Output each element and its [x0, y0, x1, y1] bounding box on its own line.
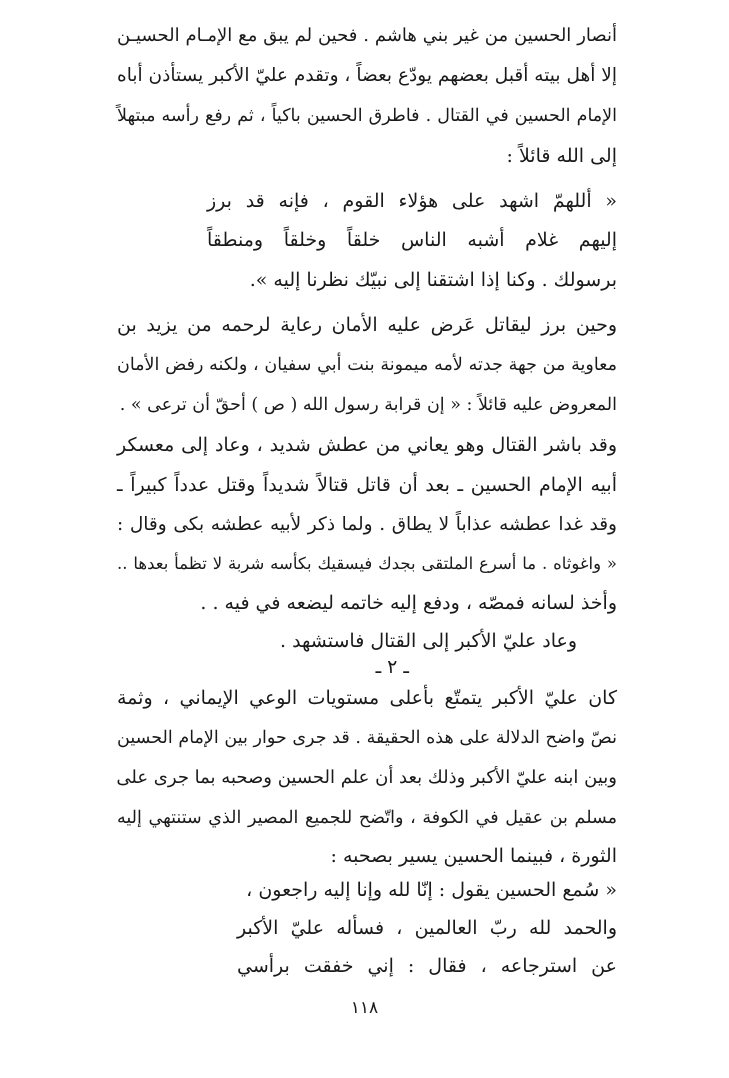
page-number: ١١٨	[350, 998, 379, 1018]
section-number: ـ ٢ ـ	[375, 656, 409, 678]
text-line: « واغوثاه . ما أسرع الملتقى بجدك فيسقيك بكأسه شربة لا تظمأ بعدها ..	[117, 554, 617, 573]
text-line: وأخذ لسانه فمصّه ، ودفع إليه خاتمه ليضعه في فيه . .	[200, 592, 617, 614]
text-line: إلى الله قائلاً :	[506, 145, 617, 167]
quote-line: « أللهمّ اشهد على هؤلاء القوم ، فإنه قد برز	[207, 190, 617, 212]
quote-line: والحمد لله ربّ العالمين ، فسأله عليّ الأكبر	[237, 917, 617, 939]
text-line: أنصار الحسين من غير بني هاشم . فحين لم يبق مع الإمـام الحسيـن	[117, 25, 617, 46]
text-line: نصّ واضح الدلالة على هذه الحقيقة . قد جرى حوار بين الإمام الحسين	[117, 728, 617, 748]
quote-line: برسولك . وكنا إذا اشتقنا إلى نبيّك نظرنا إليه ».	[249, 269, 617, 291]
text-line: مسلم بن عقيل في الكوفة ، واتّضح للجميع المصير الذي ستنتهي إليه	[117, 808, 617, 828]
quote-line: إليهم غلام أشبه الناس خلقاً وخلقاً ومنطقاً	[207, 229, 617, 251]
text-line: أبيه الإمام الحسين ـ بعد أن قاتل قتالاً شديداً وقتل عدداً كبيراً ـ	[117, 474, 617, 496]
text-line: وقد باشر القتال وهو يعاني من عطش شديد ، وعاد إلى معسكر	[117, 434, 617, 456]
text-line: إلا أهل بيته أقبل بعضهم يودّع بعضاً ، وتقدم عليّ الأكبر يستأذن أباه	[117, 65, 617, 86]
quote-line: « سُمع الحسين يقول : إنّا لله وإنا إليه راجعون ،	[246, 879, 617, 901]
text-line: وعاد عليّ الأكبر إلى القتال فاستشهد .	[280, 630, 577, 652]
text-line: الثورة ، فبينما الحسين يسير بصحبه :	[330, 845, 617, 867]
text-line: وبين ابنه عليّ الأكبر وذلك بعد أن علم الحسين وصحبه بما جرى على	[116, 767, 617, 788]
text-line: وحين برز ليقاتل عَرض عليه الأمان رعاية لرحمه من يزيد بن	[117, 314, 617, 336]
text-line: الإمام الحسين في القتال . فاطرق الحسين باكياً ، ثم رفع رأسه مبتهلاً	[117, 106, 617, 126]
text-line: المعروض عليه قائلاً : « إن قرابة رسول الله ( ص ) أحقّ أن ترعى » .	[119, 395, 617, 415]
text-line: كان عليّ الأكبر يتمتّع بأعلى مستويات الوعي الإيماني ، وثمة	[117, 687, 617, 709]
quote-line: عن استرجاعه ، فقال : إني خفقت برأسي	[237, 955, 617, 977]
text-line: معاوية من جهة جدته لأمه ميمونة بنت أبي سفيان ، ولكنه رفض الأمان	[117, 355, 617, 375]
text-line: وقد غدا عطشه عذاباً لا يطاق . ولما ذكر لأبيه عطشه بكى وقال :	[117, 514, 617, 535]
